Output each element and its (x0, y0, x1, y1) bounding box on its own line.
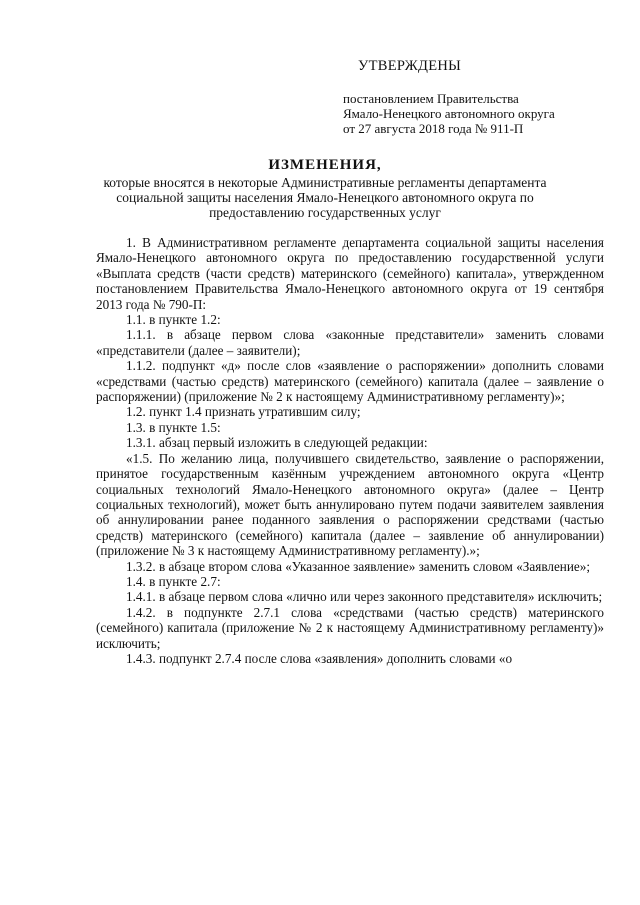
paragraph: 1.1. в пункте 1.2: (126, 312, 221, 328)
paragraph: 1.3. в пункте 1.5: (126, 419, 221, 435)
approval-title: УТВЕРЖДЕНЫ (358, 58, 462, 74)
paragraph: 1.4. в пункте 2.7: (126, 573, 221, 589)
paragraph: 1. В Административном регламенте департамента социальной защиты населения Ямало-Ненецкого автономного округа по предоставлению государственной услуги «Выплата средств (части средств) материнского (семейного) капитала», утвержденном постановлением Правительства Ямало-Ненецкого автономного округа от 19 сентября 2013 года № 790-П: (96, 235, 604, 312)
approval-line-1: постановлением Правительства (343, 91, 519, 106)
paragraph: 1.2. пункт 1.4 признать утратившим силу; (126, 404, 361, 420)
paragraph: 1.4.1. в абзаце первом слова «лично или через законного представителя» исключить; (126, 589, 603, 605)
approval-line-3: от 27 августа 2018 года № 911-П (343, 121, 524, 136)
document-subtitle: которые вносятся в некоторые Административные регламенты департамента социальной защиты населения Ямало-Ненецкого автономного округа по предоставлению государственных услуг (103, 175, 547, 220)
document-heading (90, 158, 560, 220)
document-title: ИЗМЕНЕНИЯ, (268, 157, 382, 173)
paragraph: 1.4.3. подпункт 2.7.4 после слова «заявления» дополнить словами «о (126, 650, 513, 666)
approval-line-2: Ямало-Ненецкого автономного округа (343, 106, 555, 121)
document-body (96, 235, 604, 666)
paragraph: 1.4.2. в подпункте 2.7.1 слова «средствами (частью средств) материнского (семейного) капитала (приложение № 2 к настоящему Административному регламенту)» исключить; (96, 604, 604, 651)
paragraph: 1.3.2. в абзаце втором слова «Указанное заявление» заменить словом «Заявление»; (126, 558, 591, 574)
paragraph: 1.1.2. подпункт «д» после слов «заявление о распоряжении» дополнить словами «средствами (частью средств) материнского (семейного) капитала (далее – заявление о распоряжении) (приложение № 2 к настоящему Административному регламенту)»; (96, 358, 604, 405)
paragraph: «1.5. По желанию лица, получившего свидетельство, заявление о распоряжении, принятое государственным казённым учреждением автономного округа «Центр социальных технологий Ямало-Ненецкого автономного округа» (далее – Центр социальных технологий), может быть аннулировано путем подачи заявителем заявления об аннулировании ранее поданного заявления о распоряжении средствами (частью средств) материнского (семейного) капитала (далее – заявление об аннулировании) (приложение № 3 к настоящему Административному регламенту).»; (96, 450, 604, 559)
paragraph: 1.1.1. в абзаце первом слова «законные представители» заменить словами «представители (далее – заявители); (96, 327, 604, 358)
paragraph: 1.3.1. абзац первый изложить в следующей редакции: (126, 435, 428, 451)
